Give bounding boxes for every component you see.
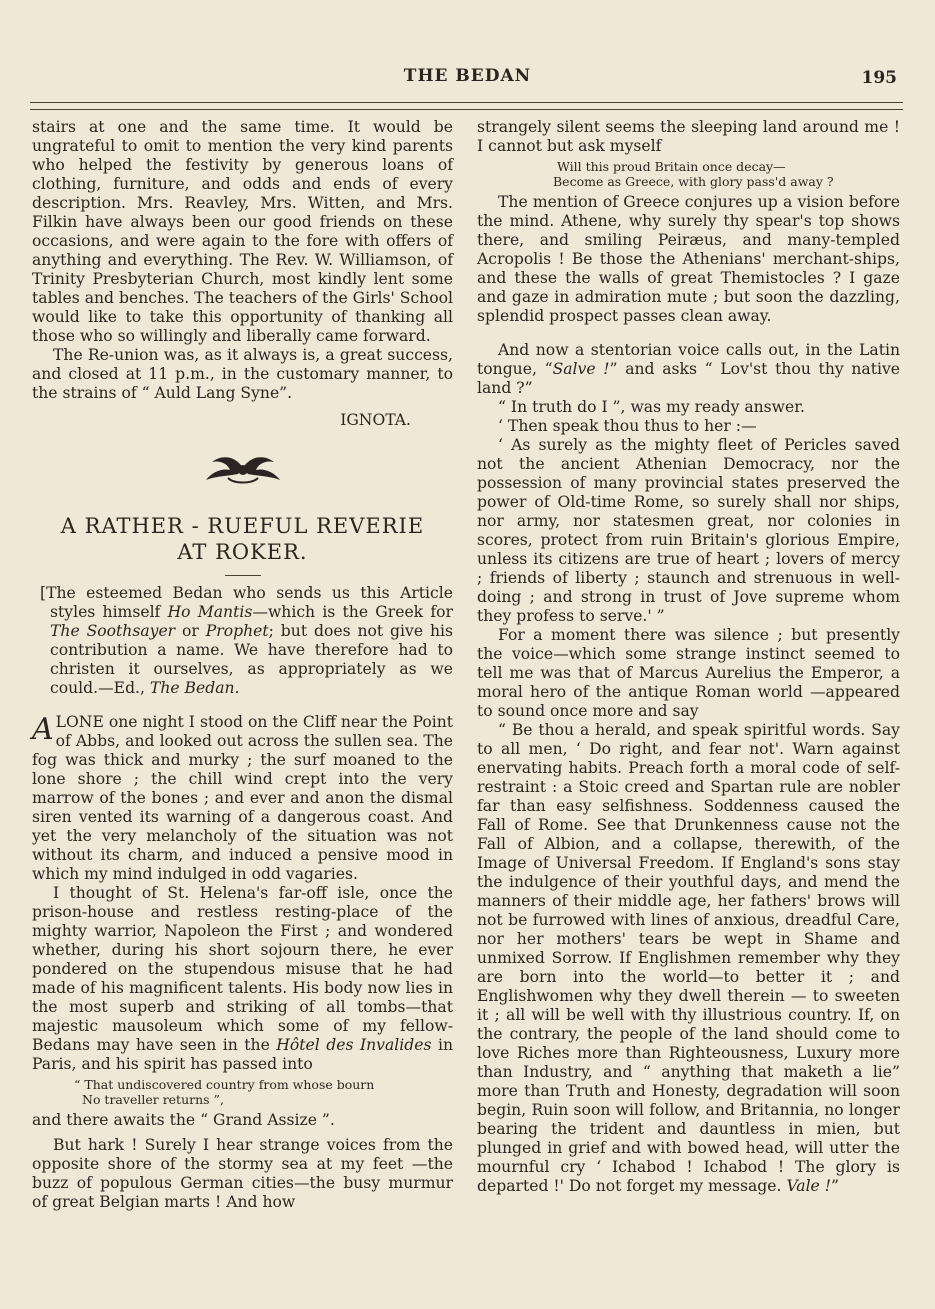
note-text: ; but does not give his contribution a name. We have therefore had to christen it ourselves, as appropriately as we could.—Ed.,: [50, 622, 453, 697]
paragraph: [477, 341, 900, 398]
article-title-line-2: AT ROKER.: [177, 540, 308, 564]
note-italic: Prophet: [205, 622, 269, 640]
note-italic: The Bedan.: [149, 679, 240, 697]
quote-line: “ That undiscovered country from whose bourn: [74, 1077, 375, 1092]
italic-text: Salve !: [552, 360, 610, 378]
paragraph: The Re-union was, as it always is, a great success, and closed at 11 p.m., in the customary manner, to the strains of “ Auld Lang Syne”.: [32, 346, 453, 402]
note-italic: The Soothsayer: [50, 622, 176, 640]
paragraph-text: in Paris, and his spirit has passed into: [32, 1036, 453, 1073]
block-quote: [74, 1077, 453, 1107]
quote-line: No traveller returns ”,: [82, 1092, 224, 1107]
quote-line: Become as Greece, with glory pass'd away ?: [553, 174, 834, 189]
note-text: [The esteemed Bedan who sends us this Article styles himself: [40, 584, 453, 621]
editor-note: [32, 584, 453, 698]
running-title: THE BEDAN: [403, 66, 532, 86]
drop-cap: A: [32, 712, 54, 747]
italic-text: Hôtel des Invalides: [276, 1036, 432, 1054]
italic-text: Vale !: [786, 1177, 832, 1195]
paragraph: The mention of Greece conjures up a vision before the mind. Athene, why surely thy spear's top shows there, and smiling Peiræus, and many-templed Acropolis ! Be those the Athenians' merchant-ships, and these the walls of great Themistocles ? I gaze and gaze in admiration mute ; but soon the dazzling, splendid prospect passes clean away.: [477, 193, 900, 325]
paragraph: [32, 713, 453, 884]
note-italic: Ho Mantis: [167, 603, 253, 621]
paragraph-text: “ Be thou a herald, and speak spiritful words. Say to all men, ‘ Do right, and fear not'. Warn against enervating habits. Preach forth a moral code of self-restraint : a Stoic creed and Spartan rule are nobler far than easy selfishness. Soddenness caused the Fall of Rome. See that Drunkenness cause not the Fall of Albion, and a collapse, therewith, of the Image of Universal Freedom. If England's sons stay the indulgence of their youthful days, and mend the manners of their middle age, her fathers' brows will not be furrowed with lines of anxious, dreadful Care, nor her mothers' tears be wept in Shame and unmixed Sorrow. If Englishmen remember why they are born into the world—to better it ; and Englishwomen why they dwell therein — to sweeten it ; all will be well with thy illustrious country. If, on the contrary, the people of the land should come to love Riches more than Righteousness, Luxury more than Industry, and “ anything that maketh a lie” more than Truth and Honesty, degradation will soon begin, Ruin soon will follow, and Britannia, no longer bearing the trident and dauntless in mien, but plunged in grief and with bowed head, will utter the mournful cry ‘ Ichabod ! Ichabod ! The glory is departed !' Do not forget my message.: [477, 721, 900, 1195]
spacer: [477, 326, 900, 341]
ornament-divider: [32, 448, 453, 493]
paragraph: stairs at one and the same time. It would be ungrateful to omit to mention the very kind parents who helped the festivity by generous loans of clothing, furniture, and odds and ends of every description. Mrs. Reavley, Mrs. Witten, and Mrs. Filkin have always been our good friends on these occasions, and were again to the fore with offers of anything and everything. The Rev. W. Williamson, of Trinity Presbyterian Church, most kindly lent some tables and benches. The teachers of the Girls' School would like to take this opportunity of thanking all those who so willingly and liberally came forward.: [32, 118, 453, 345]
page-header: [30, 66, 905, 96]
paragraph: strangely silent seems the sleeping land around me ! I cannot but ask myself: [477, 118, 900, 155]
article-title: [32, 513, 453, 565]
paragraph: “ In truth do I ”, was my ready answer.: [498, 398, 805, 416]
paragraph: ‘ As surely as the mighty fleet of Pericles saved not the ancient Athenian Democracy, nor the possession of many provincial states preserved the power of Old-time Rome, so surely shall nor ships, nor army, nor statesmen great, nor colonies in scores, protect from ruin Britain's glorious Empire, unless its citizens are true of heart ; lovers of mercy ; friends of liberty ; staunch and strenuous in well-doing ; and strong in trust of Jove supreme whom they profess to serve.' ”: [477, 436, 900, 625]
author-signature: IGNOTA.: [340, 411, 411, 429]
paragraph: But hark ! Surely I hear strange voices from the opposite shore of the stormy sea at my feet —the buzz of populous German cities—the busy murmur of great Belgian marts ! And how: [32, 1136, 453, 1211]
paragraph-text: I thought of St. Helena's far-off isle, once the prison-house and restless resting-place of the mighty warrior, Napoleon the First ; and wondered whether, during his short sojourn there, he ever pondered on the stupendous misuse that he had made of his magnificent talents. His body now lies in the most superb and striking of all tombs—that majestic mausoleum which some of my fellow-Bedans may have seen in the: [32, 884, 453, 1054]
paragraph-text: ”: [831, 1177, 839, 1195]
note-text: —which is the Greek for: [252, 603, 453, 621]
header-rule: [30, 102, 903, 110]
paragraph: [477, 721, 900, 1196]
paragraph-text: one night I stood on the Cliff near the Point of Abbs, and looked out across the sullen sea. The fog was thick and murky ; the surf moaned to the lone shore ; the chill wind crept into the very marrow of the bones ; and ever and anon the dismal siren vented its warning of a dangerous coast. And yet the very melancholy of the situation was not without its charm, and induced a pensive mood in which my mind indulged in odd vagaries.: [32, 713, 453, 883]
paragraph-text: ” and asks “ Lov'st thou thy native land ?”: [477, 360, 900, 397]
paragraph-text: And now a stentorian voice calls out, in the Latin tongue, “: [477, 341, 900, 378]
spacer: [32, 698, 453, 713]
article-title-line-1: A RATHER - RUEFUL REVERIE: [60, 514, 425, 538]
paragraph: For a moment there was silence ; but presently the voice—which some strange instinct seemed to tell me was that of Marcus Aurelius the Emperor, a moral hero of the antique Roman world —appeared to sound once more and say: [477, 626, 900, 720]
quote-line: Will this proud Britain once decay—: [557, 159, 786, 174]
block-quote: [553, 159, 900, 189]
right-column: [477, 118, 900, 1196]
title-rule: [225, 575, 261, 576]
lead-word: LONE: [55, 713, 104, 731]
page-number: 195: [861, 68, 897, 88]
paragraph: and there awaits the “ Grand Assize ”.: [32, 1111, 335, 1129]
left-column: [32, 118, 453, 1212]
ornament-icon: [198, 448, 288, 488]
paragraph: ‘ Then speak thou thus to her :—: [498, 417, 757, 435]
note-text: or: [175, 622, 206, 640]
paragraph: [32, 884, 453, 1074]
